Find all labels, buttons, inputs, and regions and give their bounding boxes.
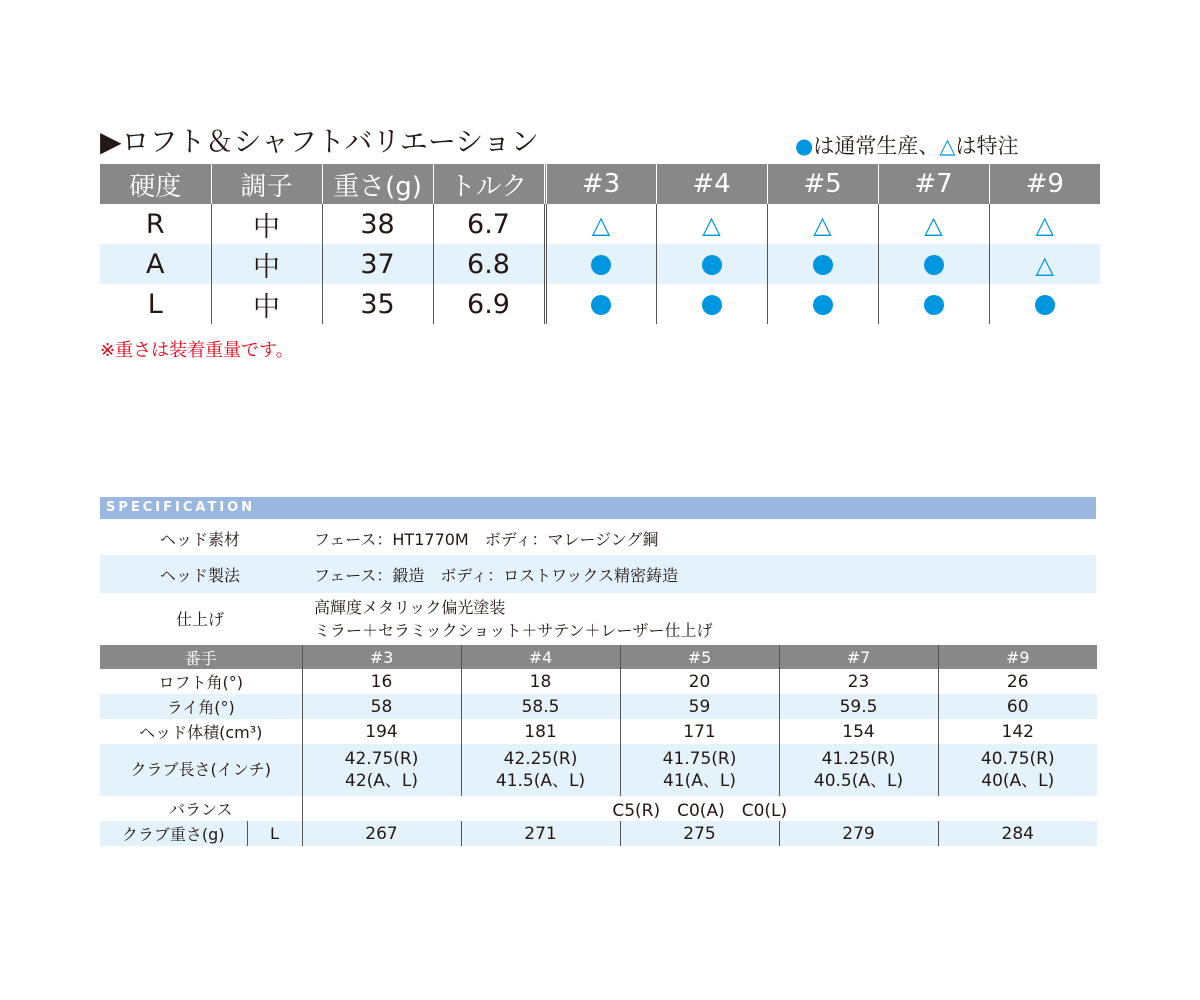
header-no5: #5 bbox=[767, 164, 878, 204]
header-no7: #7 bbox=[878, 164, 989, 204]
spec-title-bar: SPECIFICATION bbox=[100, 497, 1096, 519]
table-cell: 58.5 bbox=[461, 694, 620, 719]
material-value: フェース：HT1770M ボディ：マレージング鋼 bbox=[314, 530, 659, 549]
triangle-icon: △ bbox=[591, 210, 611, 239]
balance-label: バランス bbox=[168, 800, 233, 819]
triangle-icon: △ bbox=[1035, 250, 1054, 279]
header-no3: #3 bbox=[545, 164, 656, 204]
circle-icon bbox=[591, 255, 611, 275]
club-weight-flex: L bbox=[247, 821, 302, 846]
weight-note: ※重さは装着重量です。 bbox=[100, 340, 294, 361]
legend-text-special: は特注 bbox=[955, 134, 1019, 158]
lie-label: ライ角(°) bbox=[100, 694, 302, 719]
variation-title: ▶ロフト＆シャフトバリエーション bbox=[100, 125, 539, 158]
table-cell bbox=[461, 744, 620, 796]
length-r: 40.75(R) bbox=[980, 749, 1055, 769]
header-torque: トルク bbox=[433, 164, 545, 204]
table-cell: 194 bbox=[302, 719, 461, 744]
shaft-row bbox=[100, 204, 1100, 244]
availability-cell bbox=[545, 244, 656, 284]
shaft-row bbox=[100, 284, 1100, 324]
table-cell bbox=[779, 744, 938, 796]
balance-row bbox=[100, 796, 1097, 821]
table-cell: 23 bbox=[779, 669, 938, 694]
availability-cell bbox=[767, 244, 878, 284]
volume-label: ヘッド体積(cm³) bbox=[139, 723, 263, 742]
circle-icon bbox=[924, 255, 944, 275]
table-cell: 16 bbox=[302, 669, 461, 694]
shaft-torque-cell: 6.8 bbox=[433, 244, 545, 284]
lie-row bbox=[100, 694, 1097, 719]
shaft-header-row bbox=[100, 164, 1100, 204]
number-no7: #7 bbox=[779, 645, 938, 669]
circle-icon: ● bbox=[795, 134, 814, 158]
length-row bbox=[100, 744, 1097, 796]
availability-cell bbox=[767, 204, 878, 244]
club-weight-label: クラブ重さ(g) bbox=[121, 825, 225, 844]
availability-cell bbox=[656, 284, 767, 324]
finish-line-1: 高輝度メタリック偏光塗装 bbox=[314, 598, 506, 617]
length-al: 41(A、L) bbox=[663, 771, 736, 791]
legend bbox=[795, 130, 1018, 160]
table-cell: 154 bbox=[779, 719, 938, 744]
number-header-row bbox=[100, 645, 1097, 669]
table-cell: 275 bbox=[620, 821, 779, 846]
shaft-row bbox=[100, 244, 1100, 284]
availability-cell bbox=[989, 244, 1100, 284]
shaft-flex-cell: A bbox=[100, 244, 211, 284]
table-cell: 284 bbox=[938, 821, 1097, 846]
circle-icon bbox=[1035, 295, 1055, 315]
circle-icon bbox=[702, 295, 722, 315]
shaft-weight-cell: 37 bbox=[322, 244, 433, 284]
shaft-torque-cell: 6.9 bbox=[433, 284, 545, 324]
circle-icon bbox=[924, 295, 944, 315]
spec-row-finish bbox=[100, 593, 1096, 643]
balance-value: C5(R) C0(A) C0(L) bbox=[302, 796, 1097, 821]
availability-cell bbox=[878, 244, 989, 284]
table-cell bbox=[302, 744, 461, 796]
length-al: 40.5(A、L) bbox=[813, 771, 904, 791]
number-no9: #9 bbox=[938, 645, 1097, 669]
legend-text-normal: は通常生産、 bbox=[813, 134, 940, 158]
shaft-kick-cell: 中 bbox=[211, 284, 322, 324]
availability-cell bbox=[656, 244, 767, 284]
table-cell: 59.5 bbox=[779, 694, 938, 719]
table-cell bbox=[938, 744, 1097, 796]
availability-cell bbox=[656, 204, 767, 244]
number-no3: #3 bbox=[302, 645, 461, 669]
availability-cell bbox=[989, 284, 1100, 324]
volume-row bbox=[100, 719, 1097, 744]
table-cell: 58 bbox=[302, 694, 461, 719]
table-cell: 267 bbox=[302, 821, 461, 846]
shaft-kick-cell: 中 bbox=[211, 204, 322, 244]
length-al: 41.5(A、L) bbox=[495, 771, 586, 791]
header-no9: #9 bbox=[989, 164, 1100, 204]
table-cell: 59 bbox=[620, 694, 779, 719]
header-no4: #4 bbox=[656, 164, 767, 204]
triangle-icon: △ bbox=[813, 210, 832, 239]
number-header-label: 番手 bbox=[100, 645, 302, 669]
triangle-icon: △ bbox=[702, 210, 721, 239]
number-no5: #5 bbox=[620, 645, 779, 669]
method-value: フェース：鍛造 ボディ：ロストワックス精密鋳造 bbox=[300, 555, 1096, 593]
triangle-icon: △ bbox=[1035, 210, 1054, 239]
shaft-weight-cell: 35 bbox=[322, 284, 433, 324]
material-label: ヘッド素材 bbox=[159, 530, 240, 549]
length-r: 42.75(R) bbox=[344, 749, 419, 769]
table-cell: 142 bbox=[938, 719, 1097, 744]
length-r: 41.75(R) bbox=[662, 749, 737, 769]
number-no4: #4 bbox=[461, 645, 620, 669]
table-cell: 60 bbox=[938, 694, 1097, 719]
loft-label: ロフト角(°) bbox=[158, 673, 243, 692]
table-cell: 20 bbox=[620, 669, 779, 694]
spec-row-material bbox=[100, 522, 1096, 555]
shaft-torque-cell: 6.7 bbox=[433, 204, 545, 244]
shaft-flex-cell: R bbox=[145, 208, 165, 240]
spec-text-table bbox=[100, 522, 1096, 643]
table-cell: 271 bbox=[461, 821, 620, 846]
table-cell bbox=[620, 744, 779, 796]
length-r: 42.25(R) bbox=[503, 749, 578, 769]
length-al: 40(A、L) bbox=[981, 771, 1055, 791]
finish-value bbox=[300, 593, 1096, 643]
finish-line-2: ミラー＋セラミックショット＋サテン＋レーザー仕上げ bbox=[314, 621, 713, 640]
header-kick: 調子 bbox=[211, 164, 322, 204]
table-cell: 171 bbox=[620, 719, 779, 744]
finish-label: 仕上げ bbox=[175, 609, 224, 629]
availability-cell bbox=[878, 204, 989, 244]
loft-row bbox=[100, 669, 1097, 694]
shaft-variation-table bbox=[100, 164, 1100, 324]
circle-icon bbox=[813, 295, 833, 315]
table-cell: 279 bbox=[779, 821, 938, 846]
triangle-icon: △ bbox=[924, 210, 943, 239]
shaft-kick-cell: 中 bbox=[211, 244, 322, 284]
spec-number-table bbox=[100, 645, 1097, 846]
club-weight-label-cell bbox=[100, 821, 302, 846]
header-weight: 重さ(g) bbox=[322, 164, 433, 204]
circle-icon bbox=[702, 255, 722, 275]
table-cell: 181 bbox=[461, 719, 620, 744]
availability-cell bbox=[545, 204, 656, 244]
circle-icon bbox=[813, 255, 833, 275]
triangle-icon: △ bbox=[939, 134, 956, 158]
length-r: 41.25(R) bbox=[821, 749, 896, 769]
table-cell: 18 bbox=[461, 669, 620, 694]
availability-cell bbox=[767, 284, 878, 324]
length-label: クラブ長さ(インチ) bbox=[100, 744, 302, 796]
table-cell: 26 bbox=[938, 669, 1097, 694]
length-al: 42(A、L) bbox=[345, 771, 418, 791]
club-weight-row bbox=[100, 821, 1097, 846]
shaft-flex-cell: L bbox=[147, 288, 163, 320]
availability-cell bbox=[878, 284, 989, 324]
method-label: ヘッド製法 bbox=[100, 555, 300, 593]
availability-cell bbox=[989, 204, 1100, 244]
circle-icon bbox=[591, 295, 611, 315]
availability-cell bbox=[545, 284, 656, 324]
header-flex: 硬度 bbox=[100, 164, 211, 204]
shaft-weight-cell: 38 bbox=[322, 204, 433, 244]
spec-row-method bbox=[100, 555, 1096, 593]
